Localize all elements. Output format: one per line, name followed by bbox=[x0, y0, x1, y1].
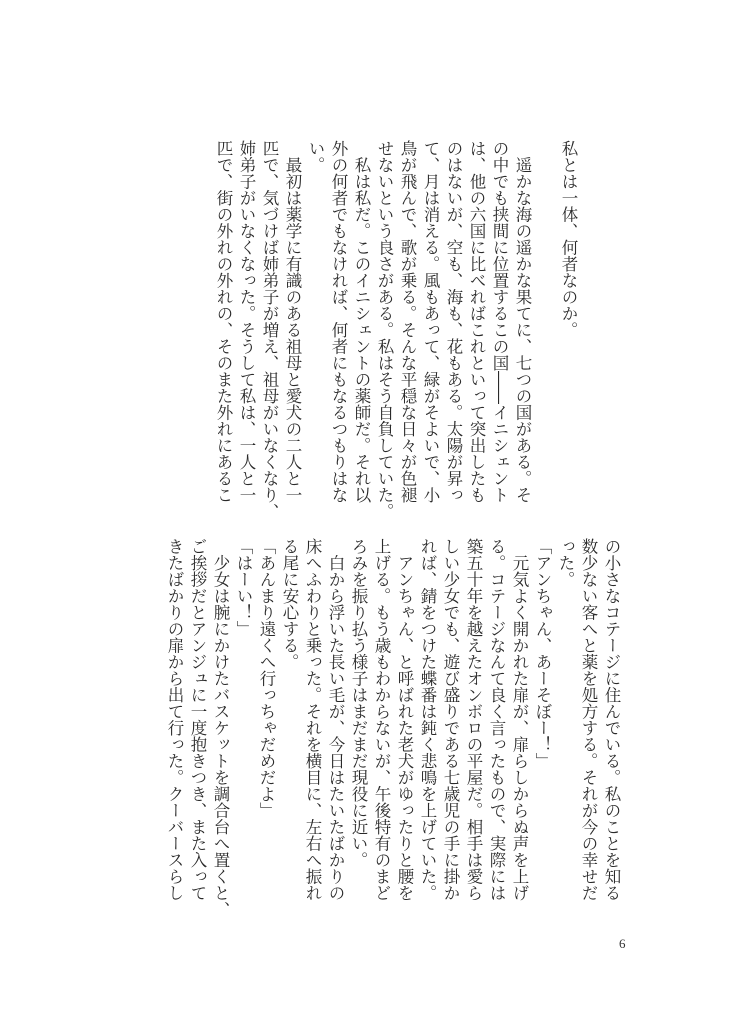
text-line: 最初は薬学に有識のある祖母と愛犬の二人と一 bbox=[283, 140, 302, 503]
text-line: 少女は腕にかけたバスケットを調合台へ置くと、 bbox=[211, 538, 230, 918]
text-line: せないという良さがある。私はそう自負していた。 bbox=[375, 140, 394, 520]
upper-text-block bbox=[212, 140, 580, 520]
text-line: 遥かな海の遥かな果てに、七つの国がある。そ bbox=[513, 140, 532, 503]
text-line: 数少ない客へと薬を処方する。それが今の幸せだ bbox=[579, 538, 598, 901]
text-line: 元気よく開かれた扉が、扉らしからぬ声を上げ bbox=[510, 538, 529, 901]
text-line: しい少女でも、遊び盛りである七歳児の手に掛か bbox=[441, 538, 460, 901]
text-line: アンちゃん、と呼ばれた老犬がゆったりと腰を bbox=[395, 538, 414, 901]
text-line: る。コテージなんて良く言ったもので、実際には bbox=[487, 538, 506, 901]
text-line: 床へふわりと乗った。それを横目に、左右へ振れ bbox=[303, 538, 322, 901]
text-line: て、月は消える。風もあって、緑がそよいで、小 bbox=[421, 140, 440, 503]
text-line: れば、錆をつけた蝶番は鈍く悲鳴を上げていた。 bbox=[418, 538, 437, 901]
text-line: のはないが、空も、海も、花もある。太陽が昇っ bbox=[444, 140, 463, 503]
text-line: は、他の六国に比べればこれといって突出したも bbox=[467, 140, 486, 503]
blank-line bbox=[534, 140, 557, 510]
lower-text-block bbox=[163, 538, 623, 918]
text-line: 「アンちゃん、あーそぼー！」 bbox=[533, 538, 552, 769]
text-line: 匹で、街の外れの外れの、そのまた外れにあるこ bbox=[214, 140, 233, 503]
text-line: 私は私だ。このイニシェントの薬師だ。それ以 bbox=[352, 140, 371, 503]
text-line: る尾に安心する。 bbox=[280, 538, 299, 670]
page-number: 6 bbox=[619, 936, 626, 951]
text-line: 上げる。もう歳もわからないが、午後特有のまど bbox=[372, 538, 391, 901]
section-title: 私とは一体、何者なのか。 bbox=[559, 140, 578, 338]
text-line: ろみを振り払う様子はまだまだ現役に近い。 bbox=[349, 538, 368, 868]
text-line: 外の何者でもなければ、何者にもなるつもりはな bbox=[329, 140, 348, 503]
text-line: 「はーい！」 bbox=[234, 538, 253, 637]
text-line: 匹で、気づけば姉弟子が増え、祖母がいなくなり、 bbox=[260, 140, 279, 520]
text-line: きたばかりの扉から出て行った。クーバースらし bbox=[165, 538, 184, 901]
text-line: 鳥が飛んで、歌が乗る。そんな平穏な日々が色褪 bbox=[398, 140, 417, 503]
text-line: い。 bbox=[306, 140, 325, 173]
text-line: ご挨拶だとアンジュに一度抱きつき、また入って bbox=[188, 538, 207, 901]
text-line: 「あんまり遠くへ行っちゃだめだよ」 bbox=[257, 538, 276, 819]
text-line: 白から浮いた長い毛が、今日はたいたばかりの bbox=[326, 538, 345, 901]
text-line: った。 bbox=[556, 538, 575, 588]
text-line: 築五十年を越えたオンボロの平屋だ。相手は愛ら bbox=[464, 538, 483, 901]
text-line: 姉弟子がいなくなった。そうして私は、一人と一 bbox=[237, 140, 256, 503]
text-line: の中でも挟間に位置するこの国――イニシェント bbox=[490, 140, 509, 503]
text-line: の小さなコテージに住んでいる。私のことを知る bbox=[602, 538, 621, 901]
